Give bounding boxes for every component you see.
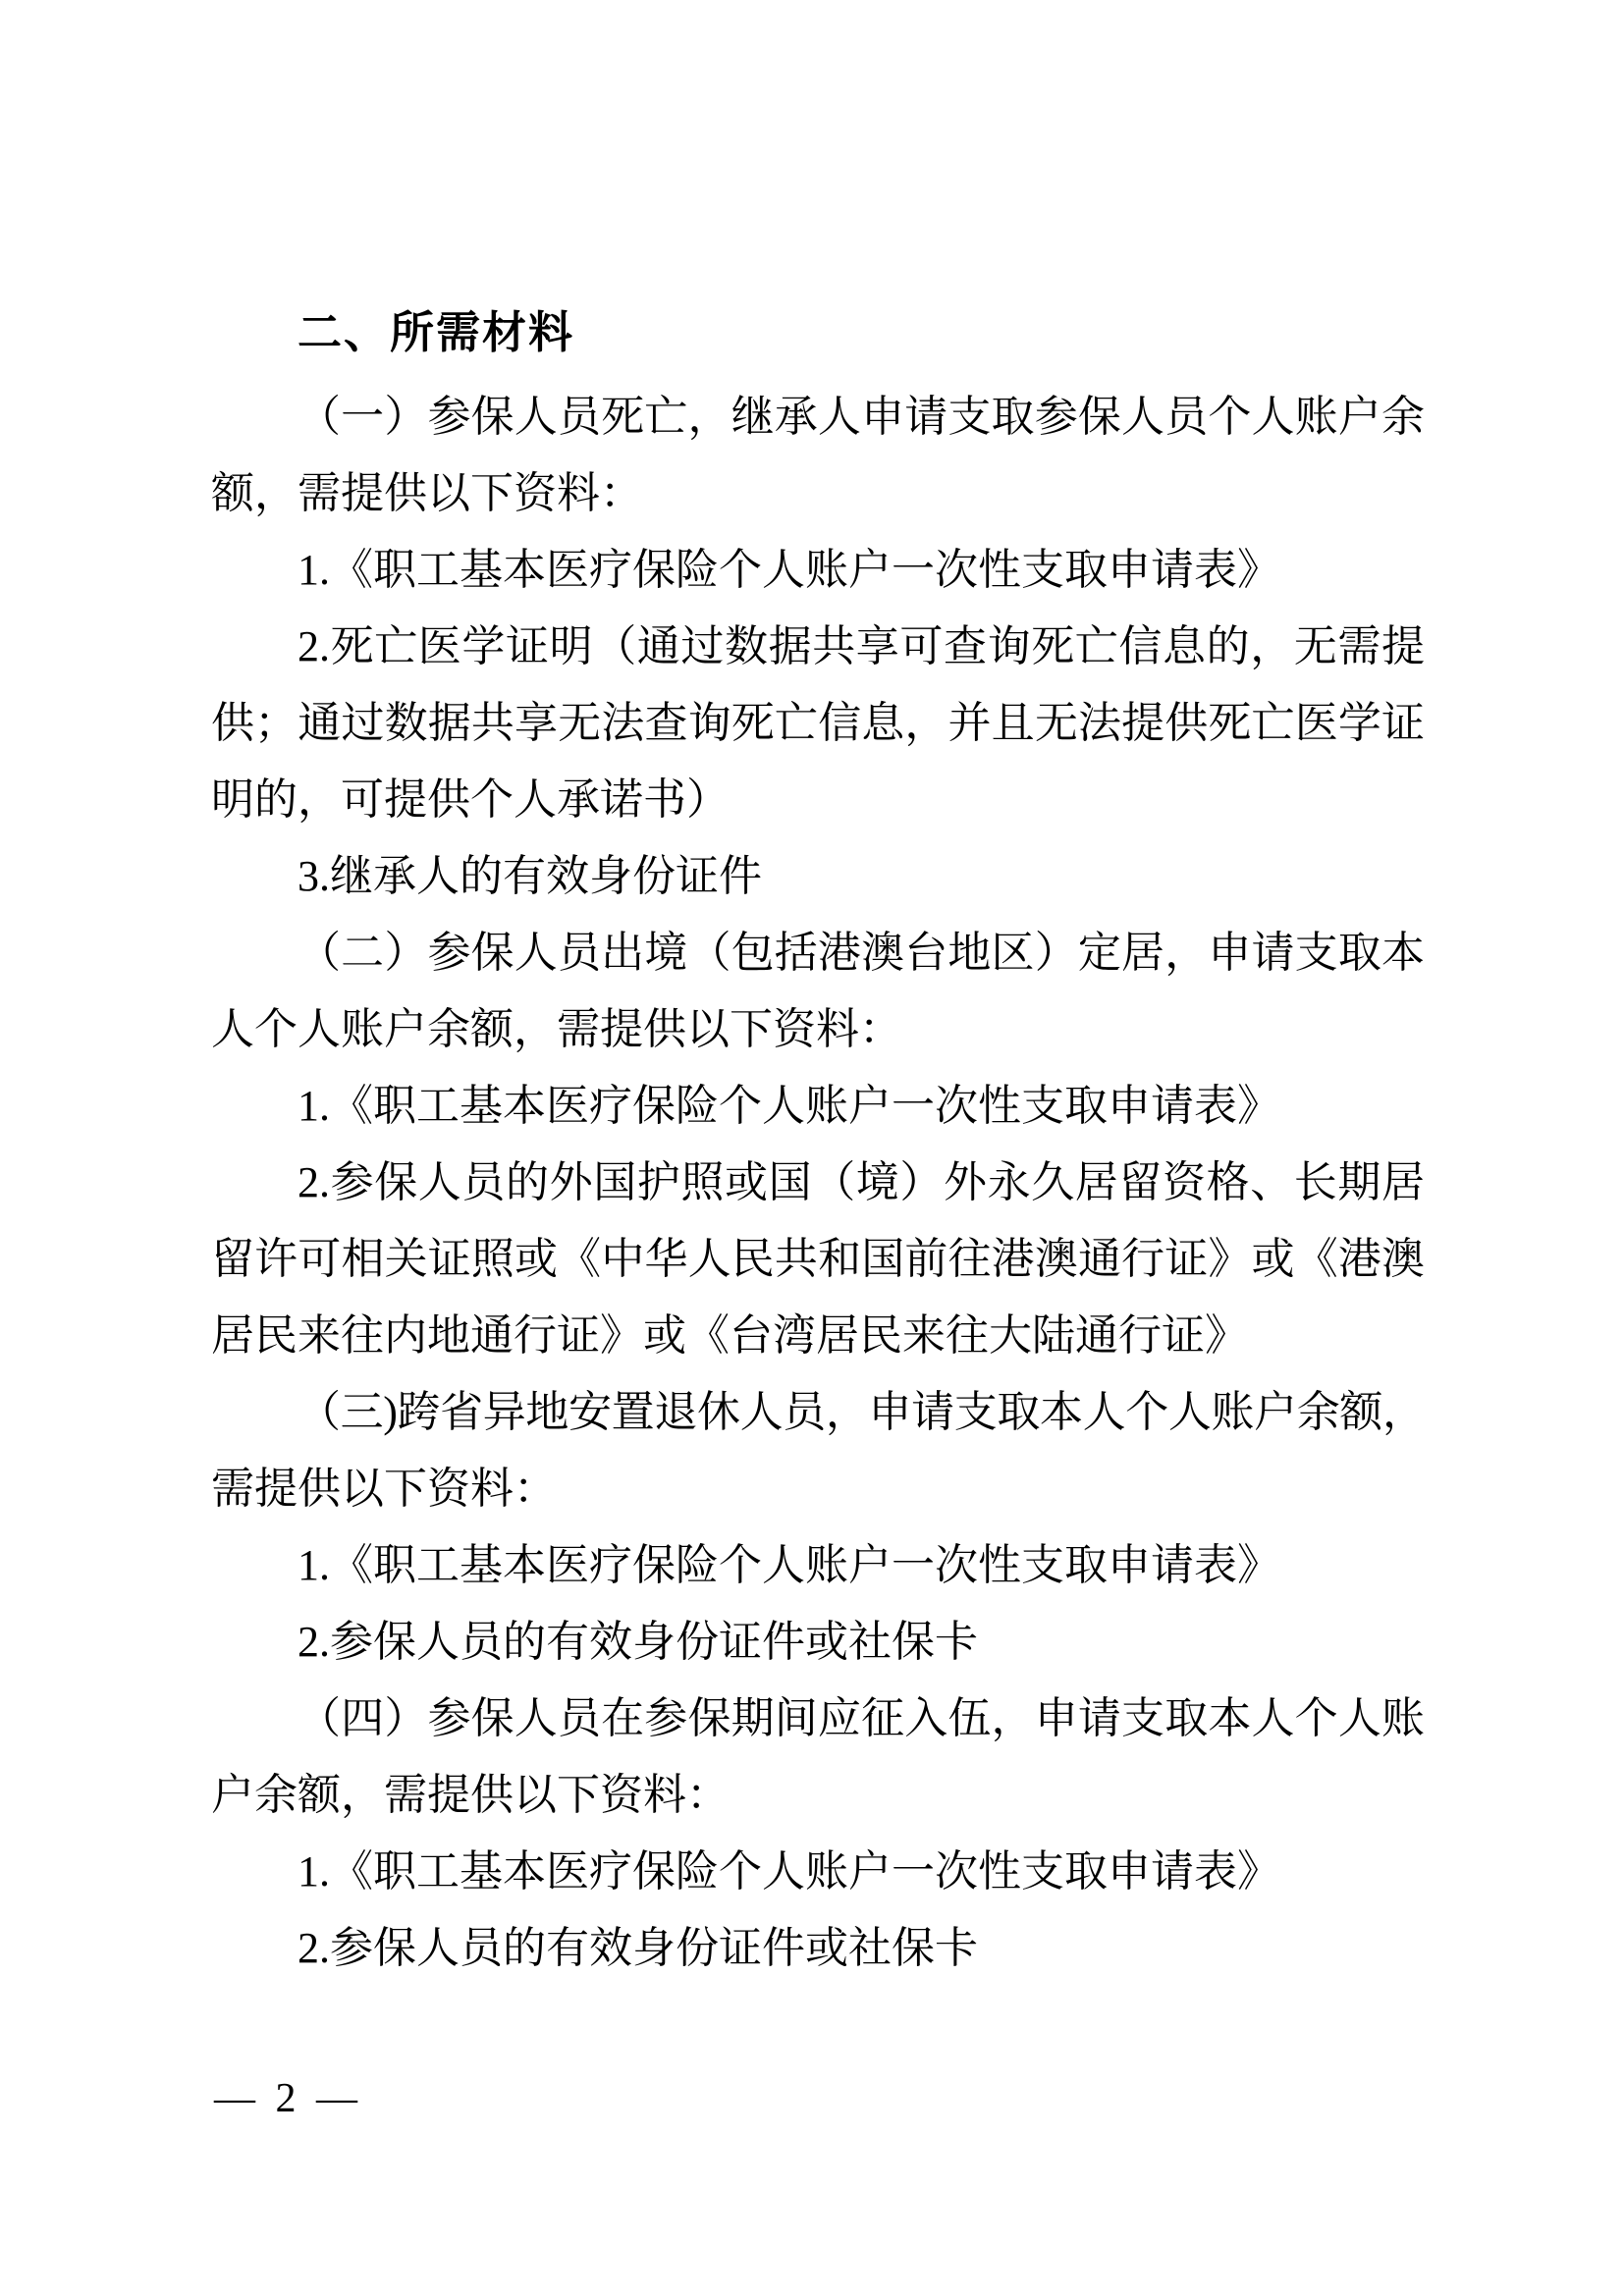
- text-line: 1.《职工基本医疗保险个人账户一次性支取申请表》: [298, 546, 1280, 594]
- text-line: 1.《职工基本医疗保险个人账户一次性支取申请表》: [298, 1847, 1280, 1896]
- document-body: [211, 287, 1425, 1987]
- text-line: 额，需提供以下资料：: [211, 469, 643, 517]
- text-line: （二）参保人员出境（包括港澳台地区）定居，申请支取本: [298, 929, 1425, 977]
- text-line: 2.死亡医学证明（通过数据共享可查询死亡信息的，无需提: [298, 622, 1425, 670]
- text-line: 户余额，需提供以下资料：: [211, 1771, 730, 1819]
- text-line: 1.《职工基本医疗保险个人账户一次性支取申请表》: [298, 1082, 1280, 1130]
- text-line: 需提供以下资料：: [211, 1465, 557, 1513]
- text-line: （一）参保人员死亡，继承人申请支取参保人员个人账户余: [298, 393, 1425, 441]
- text-line: 留许可相关证照或《中华人民共和国前往港澳通行证》或《港澳: [211, 1235, 1425, 1283]
- page-number: — 2 —: [214, 2076, 359, 2121]
- text-line: 3.继承人的有效身份证件: [298, 852, 762, 900]
- text-line: 人个人账户余额，需提供以下资料：: [211, 1005, 902, 1053]
- text-line: 居民来往内地通行证》或《台湾居民来往大陆通行证》: [211, 1311, 1248, 1360]
- text-line: 明的，可提供个人承诺书）: [211, 775, 730, 824]
- text-line: （四）参保人员在参保期间应征入伍，申请支取本人个人账: [298, 1694, 1425, 1742]
- text-line: （三)跨省异地安置退休人员，申请支取本人个人账户余额，: [298, 1388, 1425, 1436]
- text-line: 2.参保人员的有效身份证件或社保卡: [298, 1924, 978, 1972]
- section-heading: 二、所需材料: [298, 307, 575, 357]
- text-line: 2.参保人员的有效身份证件或社保卡: [298, 1618, 978, 1666]
- text-line: 2.参保人员的外国护照或国（境）外永久居留资格、长期居: [298, 1158, 1425, 1206]
- text-line: 供；通过数据共享无法查询死亡信息，并且无法提供死亡医学证: [211, 699, 1425, 747]
- text-line: 1.《职工基本医疗保险个人账户一次性支取申请表》: [298, 1541, 1280, 1589]
